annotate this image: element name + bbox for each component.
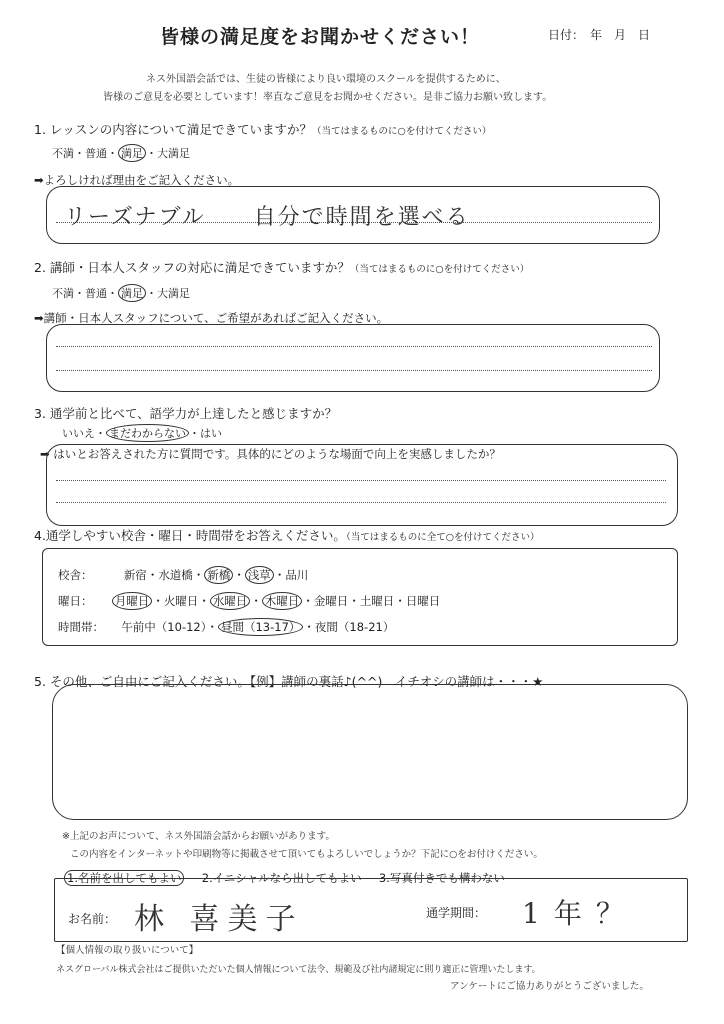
name-label: お名前： [68, 912, 117, 926]
consent-line-2: この内容をインターネットや印刷物等に掲載させて頂いてもよろしいでしょうか？下記に○をお付けください。 [70, 849, 543, 860]
name-value[interactable]: 林 喜美子 [134, 902, 304, 937]
q3-option[interactable]: はい [200, 427, 222, 440]
consent-option[interactable]: 2.イニシャルなら出してもよい [201, 871, 362, 885]
day-option[interactable]: 土曜日 [359, 594, 395, 608]
dotted-line [56, 480, 666, 481]
intro-line-1: ネス外国語会話では、生徒の皆様により良い環境のスクールを提供するために、 [146, 74, 506, 85]
day-option-selected[interactable]: 木曜日 [262, 592, 303, 610]
q1-option[interactable]: 不満 [52, 147, 74, 160]
campus-option[interactable]: 水道橋 [158, 568, 193, 582]
q2-option-selected[interactable]: 満足 [118, 284, 146, 302]
q5-question: 5. その他、ご自由にご記入ください。【例】講師の裏話♪(^^) イチオシの講師は・・・★ [34, 674, 544, 689]
date-field[interactable]: 日付： 年 月 日 [548, 28, 651, 42]
q5-answer-box[interactable] [52, 684, 688, 820]
q1-answer-text: リーズナブル 自分で時間を選べる [64, 205, 470, 230]
campus-option[interactable]: 品川 [285, 568, 309, 582]
q2-prompt: ➡講師・日本人スタッフについて、ご希望があればご記入ください。 [34, 311, 389, 325]
q2-question: 2. 講師・日本人スタッフの対応に満足できていますか？（当てはまるものに○を付けてください） [34, 260, 530, 275]
q1-question: 1. レッスンの内容について満足できていますか？（当てはまるものに○を付けてください） [34, 122, 492, 137]
q3-question: 3. 通学前と比べて、語学力が上達したと感じますか？ [34, 406, 338, 421]
day-option[interactable]: 日曜日 [405, 594, 441, 608]
dotted-line [56, 502, 666, 503]
q2-answer-box[interactable] [46, 324, 660, 392]
q2-options: 不満・普通・ 満足 ・大満足 [52, 284, 190, 302]
privacy-title: 【個人情報の取り扱いについて】 [56, 945, 199, 956]
q3-answer-box[interactable] [46, 444, 678, 526]
q3-options: いいえ・ まだわからない ・はい [62, 424, 222, 442]
consent-line-1: ※上記のお声について、ネス外国語会話からお願いがあります。 [62, 831, 335, 842]
campus-option-selected[interactable]: 新橋 [204, 566, 233, 584]
q2-option[interactable]: 普通 [85, 287, 107, 300]
q2-option[interactable]: 不満 [52, 287, 74, 300]
time-label: 時間帯： [58, 620, 104, 634]
intro-line-2: 皆様のご意見を必要としています！率直なご意見をお聞かせください。是非ご協力お願い致します。 [103, 92, 553, 103]
campus-option[interactable]: 新宿 [123, 568, 147, 582]
dotted-line [56, 370, 652, 371]
q3-option-selected[interactable]: まだわからない [106, 424, 189, 442]
campus-label: 校舎： [58, 568, 93, 582]
consent-option-selected[interactable]: 1.名前を出してもよい [64, 870, 184, 886]
day-option-selected[interactable]: 水曜日 [210, 592, 251, 610]
day-label: 曜日： [58, 594, 93, 608]
q1-prompt: ➡よろしければ理由をご記入ください。 [34, 173, 240, 187]
q1-options: 不満・普通・ 満足 ・大満足 [52, 144, 190, 162]
page-title: 皆様の満足度をお聞かせください！ [160, 26, 481, 48]
q1-option-selected[interactable]: 満足 [118, 144, 146, 162]
privacy-text: ネスグローバル株式会社はご提供いただいた個人情報について法令、規範及び社内諸規定に則り適正に管理いたします。 [56, 965, 541, 975]
time-option-selected[interactable]: 昼間（13-17） [218, 618, 303, 636]
q3-option[interactable]: いいえ [62, 427, 95, 440]
dotted-line [56, 346, 652, 347]
thanks-text: アンケートにご協力ありがとうございました。 [450, 981, 649, 992]
day-option[interactable]: 火曜日 [163, 594, 199, 608]
q2-option[interactable]: 大満足 [157, 287, 190, 300]
period-label: 通学期間： [426, 906, 487, 920]
period-value[interactable]: 1年？ [522, 897, 638, 930]
campus-row: 校舎： 新宿・水道橋・ 新橋 ・ 浅草 ・品川 [58, 568, 309, 582]
time-option[interactable]: 夜間（18-21） [314, 620, 395, 634]
consent-option[interactable]: 3.写真付きでも構わない [378, 871, 505, 885]
day-option[interactable]: 金曜日 [313, 594, 349, 608]
campus-option-selected[interactable]: 浅草 [245, 566, 274, 584]
time-row: 時間帯： 午前中（10-12）・ 昼間（13-17） ・夜間（18-21） [58, 620, 395, 634]
q1-option[interactable]: 普通 [85, 147, 107, 160]
day-option-selected[interactable]: 月曜日 [112, 592, 153, 610]
day-row: 曜日： 月曜日 ・火曜日・ 水曜日 ・ 木曜日 ・金曜日・土曜日・日曜日 [58, 594, 441, 608]
q1-option[interactable]: 大満足 [157, 147, 190, 160]
q3-prompt: ➡ はいとお答えされた方に質問です。具体的にどのような場面で向上を実感しましたか？ [40, 447, 501, 461]
q4-question: 4.通学しやすい校舎・曜日・時間帯をお答えください。（当てはまるものに全て○を付けてください） [34, 528, 540, 543]
time-option[interactable]: 午前中（10-12） [121, 620, 207, 634]
